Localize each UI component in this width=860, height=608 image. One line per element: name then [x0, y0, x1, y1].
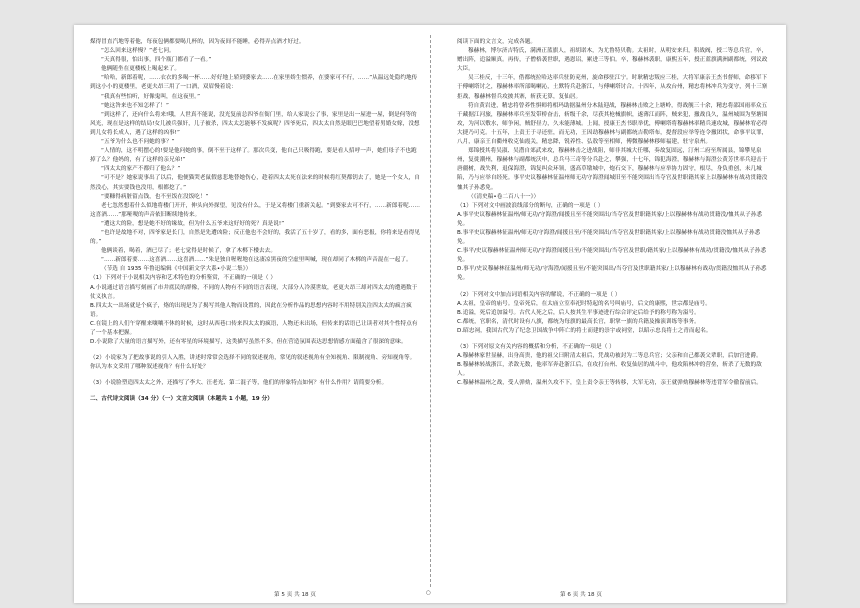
- left-paragraph-19: （1）下列对于小说相关内容和艺术特色的分析鉴赏，不正确的一项是（ ）: [90, 275, 277, 282]
- right-paragraph-1: 穆赫林，博尔济吉特氏，满洲正蓝旗人，祖胡诺木，为尤鲁特贝勒。太祖时，从明安来归，积战阀，授二等总兵官，卒，赠出阵，追溢顺真。再传，子僧格袭世职，遇恩诏，累进三等伯。卒，穆赫林袭职，康熙五年，授正蓝旗满洲副都统，列议政大臣。: [457, 48, 768, 73]
- right-paragraph-16: （3）下列对原文有关内容的概括和分析，不正确的一项是（ ）: [457, 344, 615, 350]
- left-paragraph-22: C.在镜上的人们午穿醒来嚷嚷不休的时候，这时从西巷口传来四太太的疯语，人物还未出场，但传来的话语已让读者对其个性特点有了一个基本把握。: [90, 320, 418, 336]
- right-paragraph-10: D.事平/史议穆赫林征温州/师无功/守海澄/闻援且至/不能突围出/当夺官及世职籍其家/上以穆赫林有战功/贯籍没恤其从子孙悉免。: [457, 266, 767, 282]
- left-paragraph-1: “怎么回来这样慢？”老七问。: [101, 48, 175, 55]
- left-paragraph-2: “天真得很，怕出事，四个瓶门都看了一看。”: [101, 57, 212, 64]
- left-paragraph-0: 煤得冒直汽地等着他，每夜包俩都要喝几杯的，因为夜间不能睡，必得弄点酒才好过。: [90, 39, 305, 45]
- exam-sheet: [74, 25, 786, 603]
- right-paragraph-13: B.追溢，死后追加溢号。古代人死之后，后人按其生平事迹进行综合评定后给予的称号称为溢号。: [457, 309, 700, 316]
- right-paragraph-11: （2）下列对文中加点词语相关内容的解说，不正确的一项是（ ）: [457, 291, 621, 298]
- right-paragraph-19: C.穆赫林温州之战，受人弹劾，温州久攻不下，皇上责令亲王等转移，大军无功，亲王就弹劾穆赫林等违背军令徹留前后。: [457, 380, 762, 387]
- left-paragraph-12: “要糠得病脏留点钱，也不至饭在没饭吃！”: [101, 193, 209, 200]
- right-paragraph-17: A.穆赫林家世显赫，出身高贵，他的祖父曰附清太祖后，凭战功被封为二等总兵官；父亲和自己都袭父辈职，后加官进爵。: [457, 353, 762, 360]
- right-paragraph-8: B.事平史议穆赫林征温州/师无功守海澄/闻援且至/不能突围出/当夺官及世职籍其家/上以穆赫林有战功贯籍没恤其从子孙悉免。: [457, 229, 761, 246]
- right-column: [457, 38, 771, 388]
- left-paragraph-8: “五爷为什么也不问她的事？”: [101, 139, 175, 146]
- left-paragraph-23: D.小说除了大量的语言描写外，还有零星的环境描写，这类描写虽然不多，但在营造氛围表达思想情感方面蕴含了很深的意味。: [90, 339, 407, 346]
- right-paragraph-3: 符自黄岩进，精忠将曾养性惧师将相玛助据温州分木陆迎战，穆赫林击败之上塘岭，得战舰三十余，精忠将邵国雨率众五千藏据江河旅，穆赫林率兵至发带桥奋击，斩级千余，尽获其枪械旗帜，遂薄江而阵，贼来犯，撤战良久，温州城围为坚塘围攻，为河以敷水，师争闲，贼舒昼力，久未能薄城。上闻，授康王杰书职举优，傅喇塔将穆赫林率精兵速攻城，穆赫林宥必得大捷乃可克。十五年，上责王于寻还驻，而无功，王因劫穆赫林与副都统吉勒塔布，提督段应举等连令撤团状，命事平议罪，八月，康亲王自衢州收克仙霞关，精忠降，锐养性、弘敖等至相师，傅微穆赫林移师福建，驻守泉州。: [457, 102, 768, 146]
- right-paragraph-14: C.都统，官职名，清代时设有八旗，都统为每旗的最高长官，职掌一旗的兵籍及操演训练等事务。: [457, 318, 700, 325]
- right-page-number: 第 6 页 共 18 页: [560, 592, 602, 598]
- left-paragraph-21: B.四太太一出场就是个疯子，烙的出现是为了揭写其他人物而设置的，因此在分析作品的思想内容时不用特别关注四太太的疯言疯语。: [90, 302, 412, 318]
- left-paragraph-25: （3）小说脸塑造四太太之外，还描写了李大、汪老光、第二混子等，他们的形象特点如何？有什么作用？请简要分析。: [90, 380, 388, 387]
- right-paragraph-5: （《清史稿•卷二百八十一》）: [468, 193, 540, 200]
- left-paragraph-14: “遭这大的险，想是她不好的缘故，但为什么五爷来这好好的死？真是说!”: [101, 220, 285, 227]
- right-paragraph-6: （1）下列对文中画波浪线部分的断句，正确的一项是（ ）: [457, 202, 604, 209]
- right-paragraph-9: C.事平/史议穆赫林征温州师无功/守海澄闻援且至/不能突围出/当夺官及世职/籍其家/上以穆赫林有战功/贯籍没/恤其从子孙悉免。: [457, 248, 767, 264]
- fold-circle-icon: ○: [426, 590, 431, 596]
- left-paragraph-24: （2）小说家为了把故事说的引人入胜，讲述时常常会选择不同的叙述视角，常见的叙述视角有全知视角、限制视角、旁知视角等。你认为本文采用了哪种叙述视角？有什么好处？: [90, 355, 416, 371]
- left-paragraph-5: “我真有些怕听，好像鬼叫，在这夜里。”: [101, 93, 201, 100]
- right-paragraph-7: A.事平史议穆赫林征温州/师无功/守海澄/闻援且至不能突围出/当夺官及世职籍其家/上以穆赫林有战功贯籍没/恤其从子孙悉免。: [457, 211, 763, 227]
- left-paragraph-13: 老七忽然想着什么似地将楼门开开，伸头向外探望，见没有什么，于是又将楼门重新关起。“到婆家去可不行，……新郎着呢……这喜酒……”那哑嗄的声音依旧断续地传来。: [90, 202, 420, 218]
- left-paragraph-7: “到这样了，还向什么将来!哦，人世真不能说，没光复前总四爷在衙门里，给人家说公了事，家里是出一屋进一屋，倒是何等的风光，现在是这样的结局!女儿被兵强奸，儿子被杀，四太太怎能够不发疯呢？四爷死后，四太太自然是眼巴巴地望着男婚女嫁，没想到儿女将长成人，遇了这样的凶事!”: [90, 111, 420, 136]
- left-paragraph-15: “也许是故地不对，四爷家是长门，自然是先遭凶险；反正他也不会好的，我活了五十岁了，看的多，面有恶报，你将来是看得见的。”: [90, 229, 420, 246]
- left-paragraph-11: “可不是？她家说事出了以后，他便猫哭老鼠假慈悲地替她伤心，趁着四太太死在法来的时候将红契都钥去了，她是一个女人，自然没心，其实要钱也没用，根都挖了。”: [90, 175, 420, 191]
- left-paragraph-3: 他俩随坐在更楼板上喝起来了。: [101, 66, 181, 73]
- left-paragraph-4: “哈哈，新郎着呢，……衣衣的多喝一杯……好好地上轿到婆家去……在家里娇生惯养，在婆家可不行，……”从温远处隐约地传到这小小的更楼里，老更夫昂三用了一口酒，双眉慢着说：: [90, 75, 418, 91]
- left-paragraph-16: 他俩谈着，喝着，酒已尽了；老七觉得是时候了，拿了木梆下楼去去。: [101, 248, 276, 255]
- left-paragraph-17: “……新郎着要……这喜酒……这喜酒……”朱是独自喔喔地在这凄凉黑夜的空虚里叫喊，现在却同了木梆的声音混在一起了。: [101, 257, 412, 264]
- left-paragraph-6: “她这咎来也不知怎样了！”: [101, 102, 169, 109]
- left-page-number: 第 5 页 共 18 页: [274, 592, 316, 598]
- column-divider: [430, 35, 431, 587]
- left-paragraph-9: “人情的，这不明摆心的!要是他问她的事，倒不至于这样了。那次兵变，他自己只吸得跑，要是看人招呼一声，她们母子不也跑掉了么？他妈的，有了这样的亲兄弟!”: [90, 148, 417, 164]
- right-paragraph-12: A.太祖，皇帝的庙号。皇帝死后，在太庙立室奉祀时特起的名号叫庙号，后文的康熙，世宗都是庙号。: [457, 300, 711, 307]
- right-paragraph-4: 郑锦授其将吴淑、吴潜自郊武来攻，穆赫林击之进战阻，师非其城大任哪，奏故复固远，汀州二府至所属县，锦攀见泉州，复徙潮州，穆赫林与副都统沃申，总兵马三奇等分兵赴之，攀强，十七年，锦犯海澄，穆赫林与海澄公黄芳世率兵迎击于唐疆树，战失利，退保海澄，锦复纠众环领，盛高草墩城中，炮石交下，穆赫林与应举协力固守，根尽，身负重创，未几城陷，乃与应举自经死。事平史议穆赫林征温州师无功守海澄闻城旧至不能突围出当夺官及世职籍其家上以穆赫林有战功贯籍没恤其子孙悉免。: [457, 148, 768, 191]
- left-paragraph-26: 二、古代诗文阅读（34 分）（一）文言文阅读（本题共 1 小题，19 分）: [90, 396, 273, 403]
- left-paragraph-20: A.小说通过语言描写刻画了市井底民的群像，不同的人物有不同的语言表现，大部分人冷漠世故，老更夫昂三却对四太太的遭遇数于仗义执言。: [90, 284, 418, 300]
- left-paragraph-18: （节选 自 1935 年鲁迅编辑《中国新文学大系•小说二集》）: [101, 266, 252, 273]
- left-column: [90, 38, 420, 405]
- right-paragraph-0: 阅读下面的文言文，完成各题。: [457, 39, 537, 45]
- right-paragraph-18: B.穆赫林转战浙江，杀敌无数，他率军奔赴浙江后，在攻打台州、收复仙居的战斗中，他攻陷林冲的营垒，斩杀了无数的敌人。: [457, 362, 762, 378]
- right-paragraph-2: 吴三桂反，十三年，借都统拉哈达率兵驻防兖州，旋命移驻江宁。时耿精忠叛应三桂，大将军康亲王杰书督师，命移军下于傅喇塔讨之，穆赫林率所部喝喇沁，土默特兵赴浙江，与傅喇塔讨合。十四年，从攻台州，精忠将林冲兵为变守，列十三寨拒战，穆赫林督兵攻披其寨，斩获无算，复仙居。: [457, 75, 768, 100]
- left-paragraph-10: “四太太的家产不都归了他么？”: [101, 166, 181, 173]
- right-paragraph-15: D.昭忠祠，我国古代为了纪念卫国战争中阵亡的将士而建的崇宇或祠堂，以昭示忠良将士之青而起名。: [457, 327, 712, 334]
